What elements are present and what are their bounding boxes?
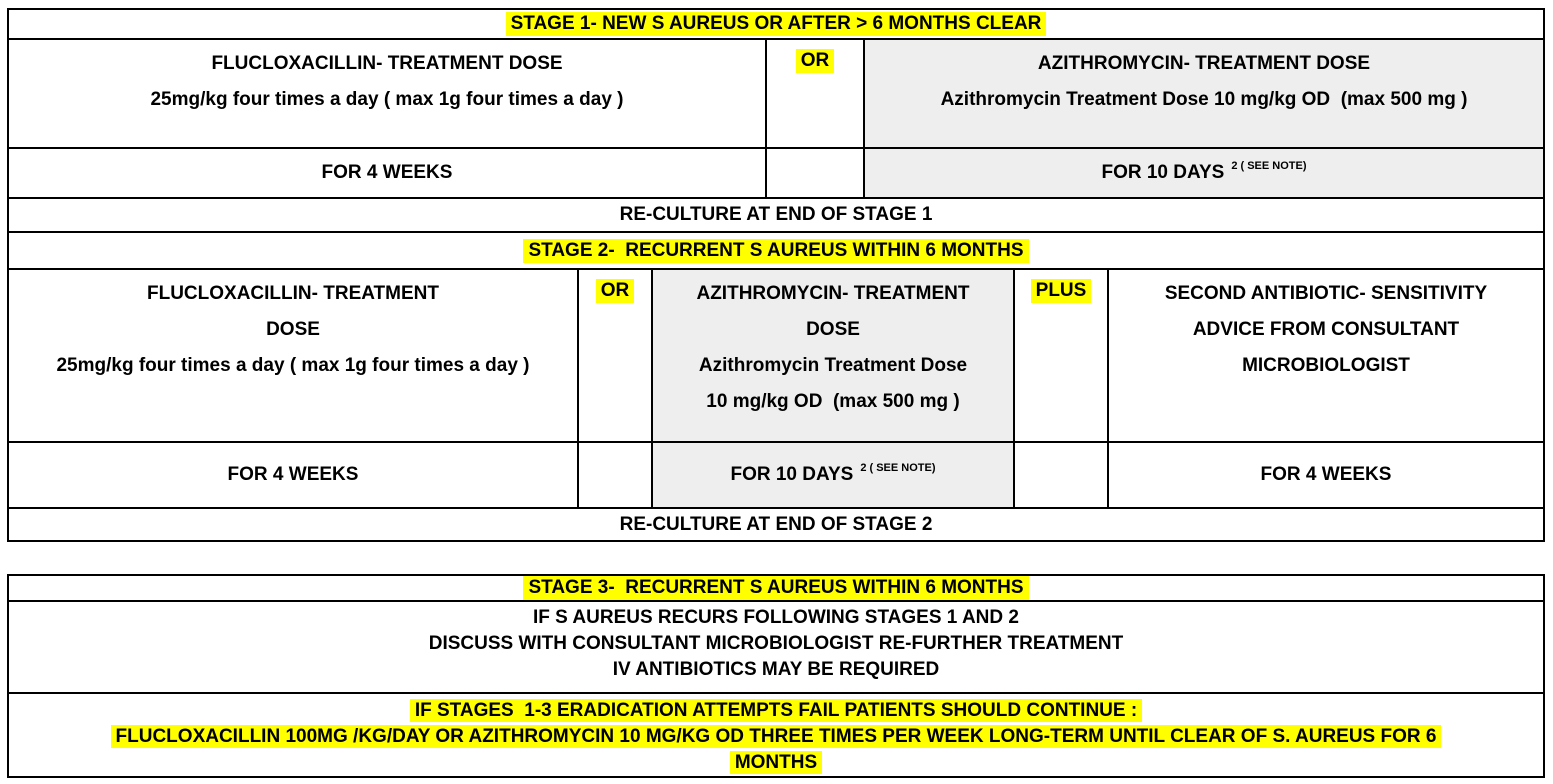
stage1-or-label: OR [796, 49, 835, 73]
continuation-line1: IF STAGES 1-3 ERADICATION ATTEMPTS FAIL PATIENTS SHOULD CONTINUE : [410, 699, 1142, 722]
stage2-second-antibiotic-duration: FOR 4 WEEKS [1260, 464, 1392, 485]
stage1-see-note-superscript: 2 ( SEE NOTE) [1231, 160, 1307, 172]
stage3-header: STAGE 3- RECURRENT S AUREUS WITHIN 6 MONTHS [523, 576, 1028, 600]
stage1-flucloxacillin-duration-cell [9, 149, 767, 197]
stage1-header-row [9, 10, 1543, 40]
stage2-duration-row [9, 443, 1543, 509]
stage2-or-cell [579, 270, 653, 441]
stage2-dose-row [9, 270, 1543, 443]
stage2-second-antibiotic-line3: MICROBIOLOGIST [1242, 355, 1410, 376]
stage2-flucloxacillin-duration: FOR 4 WEEKS [227, 464, 359, 485]
stage2-header-row [9, 233, 1543, 270]
stage1-flucloxacillin-cell [9, 40, 767, 147]
stage2-azithromycin-dose-line1: Azithromycin Treatment Dose [698, 355, 968, 376]
stage2-see-note-superscript: 2 ( SEE NOTE) [860, 462, 936, 474]
stage2-header: STAGE 2- RECURRENT S AUREUS WITHIN 6 MONTHS [523, 239, 1028, 263]
stage1-empty-cell [767, 149, 865, 197]
stage2-plus-label: PLUS [1031, 279, 1092, 303]
stage2-flucloxacillin-duration-cell [9, 443, 579, 507]
stage1-reculture-text: RE-CULTURE AT END OF STAGE 1 [619, 204, 933, 225]
stage3-body-line2: DISCUSS WITH CONSULTANT MICROBIOLOGIST RE-FURTHER TREATMENT [428, 633, 1124, 654]
stage2-flucloxacillin-title-line2: DOSE [266, 319, 320, 340]
continuation-line3-wrap [730, 750, 822, 776]
stage1-azithromycin-title: AZITHROMYCIN- TREATMENT DOSE [1037, 53, 1371, 74]
stage2-reculture-text: RE-CULTURE AT END OF STAGE 2 [619, 513, 933, 535]
stage3-body-line3: IV ANTIBIOTICS MAY BE REQUIRED [612, 659, 940, 680]
stage2-azithromycin-duration: FOR 10 DAYS [730, 464, 854, 485]
stage2-azithromycin-cell [653, 270, 1015, 441]
stage2-second-antibiotic-line1: SECOND ANTIBIOTIC- SENSITIVITY [1164, 283, 1488, 304]
stage2-empty-cell-2 [1015, 443, 1109, 507]
stage3-body-row [9, 602, 1543, 694]
stage1-azithromycin-dose: Azithromycin Treatment Dose 10 mg/kg OD (max 500 mg ) [940, 89, 1468, 110]
stage1-stage2-table [7, 8, 1545, 542]
stage2-empty-cell-1 [579, 443, 653, 507]
continuation-line2: FLUCLOXACILLIN 100MG /KG/DAY OR AZITHROMYCIN 10 MG/KG OD THREE TIMES PER WEEK LONG-TERM UNTIL CLEAR OF S. AUREUS FOR 6 [111, 725, 1442, 748]
stage2-azithromycin-title-line1: AZITHROMYCIN- TREATMENT [696, 283, 970, 304]
stage3-body-line1: IF S AUREUS RECURS FOLLOWING STAGES 1 AND 2 [533, 607, 1019, 628]
stage2-plus-cell [1015, 270, 1109, 441]
stage1-flucloxacillin-title: FLUCLOXACILLIN- TREATMENT DOSE [211, 53, 563, 74]
stage1-or-cell [767, 40, 865, 147]
stage1-azithromycin-duration-cell [865, 149, 1543, 197]
stage3-header-row [9, 576, 1543, 602]
continuation-line3: MONTHS [730, 751, 822, 774]
stage3-table [7, 574, 1545, 778]
stage2-flucloxacillin-cell [9, 270, 579, 441]
continuation-line1-wrap [410, 698, 1142, 724]
stage2-or-label: OR [596, 279, 635, 303]
stage1-dose-row [9, 40, 1543, 149]
stage2-flucloxacillin-dose: 25mg/kg four times a day ( max 1g four times a day ) [56, 355, 530, 376]
stage1-flucloxacillin-dose: 25mg/kg four times a day ( max 1g four times a day ) [150, 89, 624, 110]
stage2-second-antibiotic-cell [1109, 270, 1543, 441]
stage1-reculture-row [9, 199, 1543, 233]
stage1-duration-row [9, 149, 1543, 199]
stage2-reculture-row [9, 509, 1543, 540]
stage1-flucloxacillin-duration: FOR 4 WEEKS [321, 162, 453, 183]
stage2-azithromycin-duration-cell [653, 443, 1015, 507]
stage2-azithromycin-dose-line2: 10 mg/kg OD (max 500 mg ) [706, 391, 960, 412]
stage1-azithromycin-cell [865, 40, 1543, 147]
stage2-flucloxacillin-title-line1: FLUCLOXACILLIN- TREATMENT [147, 283, 439, 304]
stage3-continuation-row [9, 694, 1543, 776]
stage2-azithromycin-title-line2: DOSE [806, 319, 860, 340]
stage1-header: STAGE 1- NEW S AUREUS OR AFTER > 6 MONTHS CLEAR [506, 12, 1047, 36]
stage2-second-antibiotic-duration-cell [1109, 443, 1543, 507]
stage2-second-antibiotic-line2: ADVICE FROM CONSULTANT [1192, 319, 1460, 340]
stage1-azithromycin-duration: FOR 10 DAYS [1101, 162, 1225, 183]
continuation-line2-wrap [111, 724, 1442, 750]
